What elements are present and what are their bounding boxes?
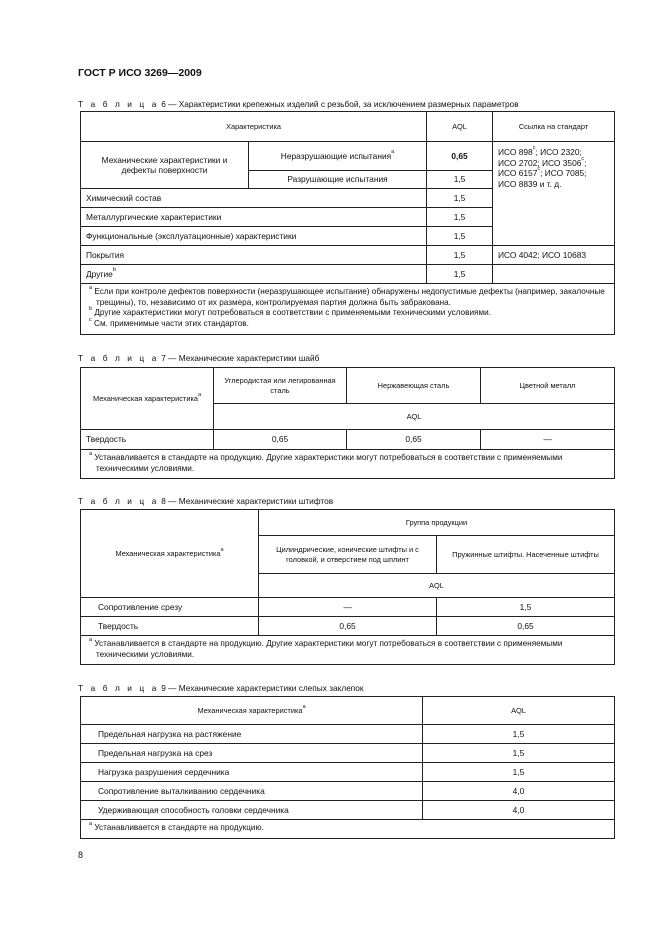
table6-footnotes (81, 284, 615, 335)
table7-row-value: 0,65 (347, 430, 481, 450)
table7 (80, 367, 615, 479)
table6-row-aql: 1,5 (427, 189, 493, 208)
footnote-ref: c (537, 166, 541, 172)
table9-row-aql: 4,0 (423, 801, 615, 820)
table6-row-aql: 1,5 (427, 208, 493, 227)
table8-row-value: — (259, 598, 437, 617)
footnote (89, 306, 609, 319)
table8-caption (78, 496, 333, 506)
table6-row-label: Функциональные (эксплуатационные) характеристики (81, 227, 427, 246)
footnote-mark: a (89, 451, 93, 457)
footnote (89, 316, 609, 330)
table6-nondestructive (249, 142, 427, 171)
footnote-mark: a (89, 285, 93, 291)
table7-caption-prefix: Т а б л и ц а (78, 353, 159, 363)
footnote-ref: b (112, 266, 116, 273)
footnote-ref: a (391, 148, 395, 155)
table6-mech-defects: Механические характеристики и дефекты поверхности (81, 142, 249, 189)
table6-ref-line: ИСО 8839 и т. д. (498, 178, 562, 189)
table9 (80, 696, 615, 839)
ref-text: ; ИСО 7085; (540, 168, 587, 178)
table9-row-aql: 1,5 (423, 725, 615, 744)
table9-row-aql: 4,0 (423, 782, 615, 801)
footnote-ref: a (302, 703, 306, 710)
footnote-mark: a (89, 637, 93, 643)
ref-text: ИСО 6157 (498, 168, 538, 178)
table9-footnotes (81, 820, 615, 839)
table8-header-characteristic (81, 510, 259, 598)
table6-row-label: Химический состав (81, 189, 427, 208)
table8-row-value: 0,65 (259, 617, 437, 636)
table6-ref-line (498, 155, 609, 169)
table9-row-label: Сопротивление выталкиванию сердечника (81, 782, 423, 801)
table9-row-label: Удерживающая способность головки сердечника (81, 801, 423, 820)
page-number: 8 (78, 850, 84, 860)
table7-header-carbon-steel: Углеродистая или легированная сталь (214, 368, 347, 404)
footnote-mark: c (89, 316, 92, 323)
table8-header-aql: AQL (259, 574, 615, 598)
footnote (89, 451, 609, 474)
table6-row-aql: 1,5 (427, 227, 493, 246)
table6-header-reference: Ссылка на стандарт (493, 112, 615, 142)
table8-header-product-group: Группа продукции (259, 510, 615, 536)
table9-row-label: Предельная нагрузка на срез (81, 744, 423, 763)
table7-header-characteristic (81, 368, 214, 430)
table7-header-nonferrous: Цветной металл (481, 368, 615, 404)
footnote-ref: a (220, 546, 224, 553)
table9-row-label: Предельная нагрузка на растяжение (81, 725, 423, 744)
table9-row-aql: 1,5 (423, 744, 615, 763)
header-text: Механическая характеристика (197, 705, 303, 715)
table6-row-aql: 1,5 (427, 265, 493, 284)
table6-header-characteristic: Характеристика (81, 112, 427, 142)
table8-header-cylindrical-pins: Цилиндрические, конические штифты и с головкой, и отверстием под шплинт (259, 536, 437, 574)
table6-row-aql: 1,5 (427, 246, 493, 265)
ref-text: ИСО 2702; ИСО 3506 (498, 157, 582, 168)
table6-row-reference: ИСО 4042; ИСО 10683 (493, 246, 615, 265)
row-text: Другие (86, 268, 113, 279)
footnote-mark: a (89, 821, 93, 827)
header-text: Механическая характеристика (115, 548, 221, 558)
table6-row-label: Покрытия (81, 246, 427, 265)
table6-caption-text: 6 — Характеристики крепежных изделий с резьбой, за исключением размерных параметров (161, 99, 519, 109)
table8-caption-text: 8 — Механические характеристики штифтов (161, 496, 334, 506)
table9-row-aql: 1,5 (423, 763, 615, 782)
table7-caption-text: 7 — Механические характеристики шайб (161, 353, 320, 363)
footnote-ref: c (532, 145, 536, 151)
table7-row-value: 0,65 (214, 430, 347, 450)
table8-footnotes (81, 636, 615, 665)
table6-destructive-aql: 1,5 (427, 171, 493, 189)
table8-row-label: Твердость (81, 617, 259, 636)
table9-row-label: Нагрузка разрушения сердечника (81, 763, 423, 782)
table8 (80, 509, 615, 665)
footnote-text: Если при контроле дефектов поверхности (неразрушающее испытание) обнаружены недопустимые дефекты (например, закалочные трещины), то, независимо от их размера, контролируемая партия должна быть забракована. (94, 287, 605, 307)
table6-reference-standards (493, 142, 615, 246)
table6-ref-line (498, 168, 609, 179)
table7-caption (78, 353, 319, 363)
table7-row-label: Твердость (81, 430, 214, 450)
table9-caption-prefix: Т а б л и ц а (78, 683, 159, 693)
table6-nondestructive-aql: 0,65 (427, 142, 493, 171)
table9-caption-text: 9 — Механические характеристики слепых заклепок (161, 683, 364, 693)
table6-caption-prefix: Т а б л и ц а (78, 99, 159, 109)
ref-text: ИСО 898 (498, 147, 533, 157)
ref-text: ; (584, 157, 587, 168)
table6-row-reference-empty (493, 265, 615, 284)
table8-header-spring-pins: Пружинные штифты. Насеченные штифты (437, 536, 615, 574)
table9-caption (78, 683, 364, 693)
table7-footnotes (81, 450, 615, 479)
footnote-mark: b (89, 306, 93, 313)
footnote (89, 285, 609, 308)
table6-nondestructive-label: Неразрушающие испытания (280, 150, 392, 161)
table6-ref-line (498, 147, 609, 158)
table8-row-value: 1,5 (437, 598, 615, 617)
footnote-text: Другие характеристики могут потребоваться в соответствии с применяемыми техническими условиями. (94, 308, 491, 318)
table8-row-label: Сопротивление срезу (81, 598, 259, 617)
table9-header-characteristic (81, 697, 423, 725)
footnote (89, 821, 609, 834)
table9-header-aql: AQL (423, 697, 615, 725)
table7-row-value: — (481, 430, 615, 450)
table6-row-label (81, 265, 427, 284)
footnote-ref: c (581, 155, 585, 162)
ref-text: ; ИСО 2320; (535, 147, 582, 157)
footnote-ref: a (197, 391, 202, 398)
table6-header-aql: AQL (427, 112, 493, 142)
footnote-text: Устанавливается в стандарте на продукцию. (94, 823, 264, 832)
page-header-title: ГОСТ Р ИСО 3269—2009 (78, 67, 202, 79)
table7-header-stainless-steel: Нержавеющая сталь (347, 368, 481, 404)
table7-header-aql: AQL (214, 404, 615, 430)
header-text: Механическая характеристика (92, 393, 198, 403)
table8-caption-prefix: Т а б л и ц а (78, 496, 159, 506)
table6-row-label: Металлургические характеристики (81, 208, 427, 227)
footnote-text: Устанавливается в стандарте на продукцию. Другие характеристики могут потребоваться в соответствии с применяемыми техническими условиями. (94, 453, 563, 473)
table6-caption (78, 99, 519, 109)
footnote-text: См. применимые части этих стандартов. (94, 318, 249, 328)
footnote-text: Устанавливается в стандарте на продукцию. Другие характеристики могут потребоваться в соответствии с применяемыми техническими условиями. (94, 639, 563, 659)
table8-row-value: 0,65 (437, 617, 615, 636)
footnote (89, 637, 609, 660)
table6-destructive: Разрушающие испытания (249, 171, 427, 189)
table6 (80, 111, 615, 335)
